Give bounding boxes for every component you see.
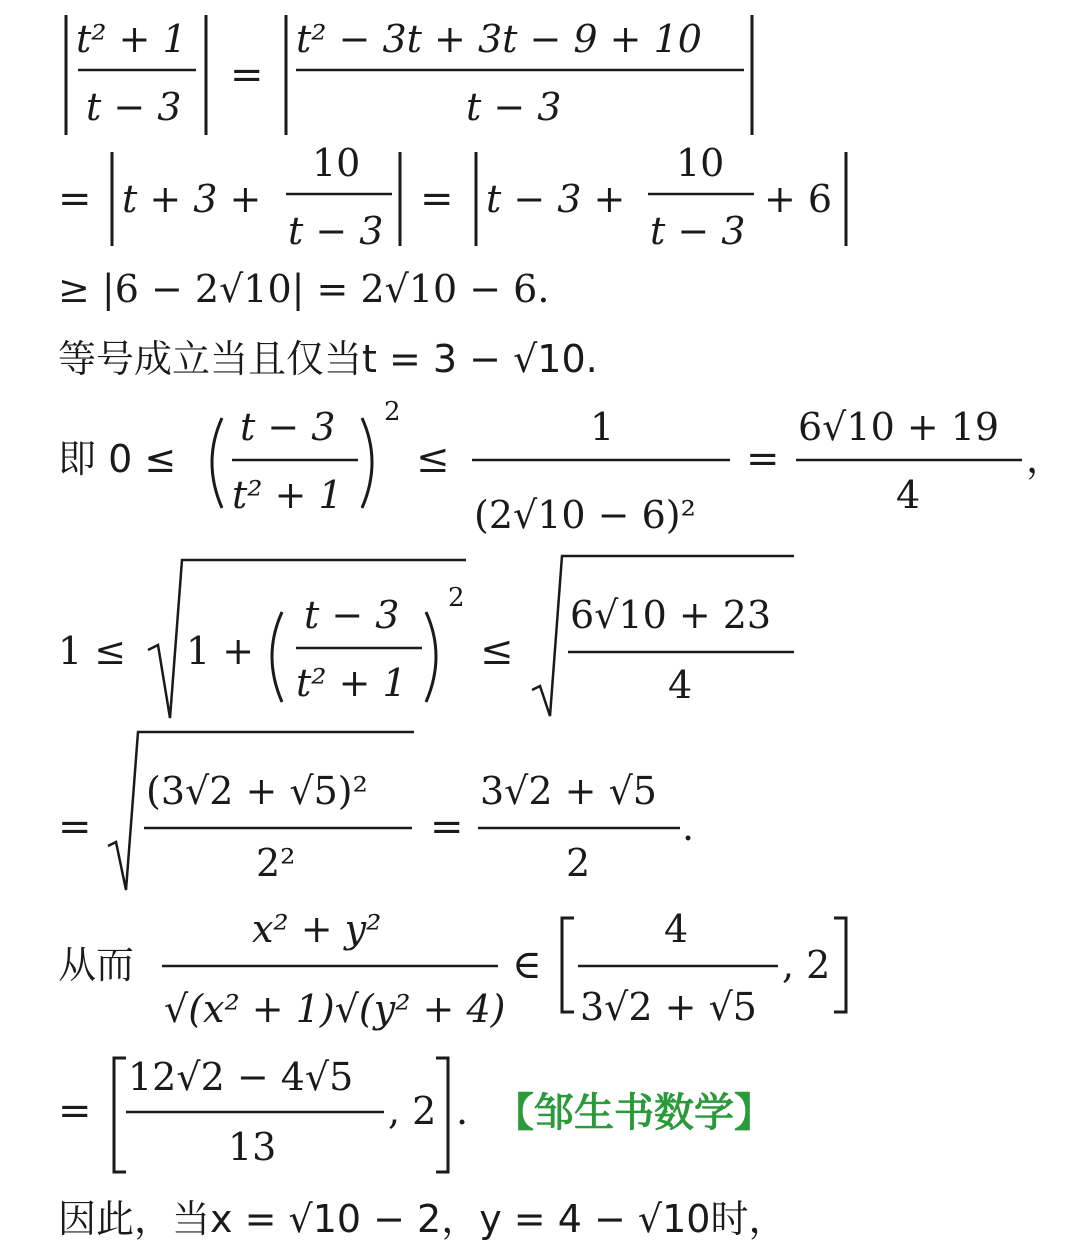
l7-rnum: 3√2 + √5 <box>480 769 657 813</box>
line-7 <box>58 732 694 890</box>
line-3: ≥ |6 − 2√10| = 2√10 − 6. <box>58 267 550 311</box>
line-4: 等号成立当且仅当t = 3 − √10. <box>58 337 598 381</box>
l9-num: 12√2 − 4√5 <box>128 1055 354 1099</box>
l5-frac-den: t² + 1 <box>232 473 343 517</box>
l6-frac-den: t² + 1 <box>296 661 407 705</box>
line-1 <box>66 15 752 135</box>
l5-rnum: 6√10 + 19 <box>798 405 1000 449</box>
l5-prefix: 即 0 ≤ <box>58 437 177 481</box>
l2-b-num: 10 <box>676 141 725 185</box>
l5-rden: 4 <box>896 473 921 517</box>
l5-frac-num: t − 3 <box>240 405 336 449</box>
line-6 <box>58 556 794 718</box>
l6-rnum: 6√10 + 23 <box>570 593 772 637</box>
l8-bden: 3√2 + √5 <box>580 985 757 1029</box>
l7-eq2: = <box>430 804 464 850</box>
l7-dot: . <box>682 805 695 849</box>
l2-a-num: 10 <box>312 141 361 185</box>
l5-den: (2√10 − 6)² <box>474 493 696 537</box>
l2-eq: = <box>58 176 92 222</box>
l1-lhs-num: t² + 1 <box>76 17 187 61</box>
l8-prefix: 从而 <box>58 943 135 987</box>
l6-sq: 2 <box>448 583 465 613</box>
l2-eq2: = <box>420 176 454 222</box>
line-10: 因此，当x = √10 − 2，y = 4 − √10时， <box>58 1197 787 1241</box>
l5-comma: ， <box>1026 437 1065 481</box>
l2-b-den: t − 3 <box>650 209 746 253</box>
l7-rden: 2 <box>566 841 591 885</box>
l8-num: x² + y² <box>252 907 382 951</box>
l9-eq: = <box>58 1088 92 1134</box>
line-5 <box>58 397 1064 537</box>
l6-frac-num: t − 3 <box>304 593 400 637</box>
l6-inner: 1 + <box>186 629 255 673</box>
l7-num: (3√2 + √5)² <box>146 769 368 813</box>
watermark: 【邹生书数学】 <box>494 1090 774 1136</box>
l8-in: ∈ <box>512 942 542 988</box>
l1-eq: = <box>230 52 264 98</box>
l6-rden: 4 <box>668 663 693 707</box>
line-2 <box>58 141 846 253</box>
line-9 <box>58 1055 774 1172</box>
l9-tail: , 2 <box>388 1089 437 1133</box>
l5-one: 1 <box>590 405 615 449</box>
l2-b-tail: + 6 <box>764 177 833 221</box>
l1-rhs-num: t² − 3t + 3t − 9 + 10 <box>296 17 702 61</box>
l1-rhs-den: t − 3 <box>466 85 562 129</box>
l2-a-den: t − 3 <box>288 209 384 253</box>
l7-den: 2² <box>256 841 296 885</box>
l2-a: t + 3 + <box>122 177 262 221</box>
line-8 <box>58 907 846 1031</box>
l5-eq: = <box>746 436 780 482</box>
l6-prefix: 1 ≤ <box>58 629 127 673</box>
l8-tail: , 2 <box>782 943 831 987</box>
l2-b: t − 3 + <box>486 177 626 221</box>
l5-sq: 2 <box>384 397 401 427</box>
l7-eq: = <box>58 804 92 850</box>
l9-den: 13 <box>228 1125 277 1169</box>
l6-le: ≤ <box>480 628 514 674</box>
l9-dot: . <box>456 1089 469 1133</box>
l5-le: ≤ <box>416 436 450 482</box>
l1-lhs-den: t − 3 <box>86 85 182 129</box>
l8-bnum: 4 <box>664 907 689 951</box>
l8-den: √(x² + 1)√(y² + 4) <box>164 987 506 1031</box>
